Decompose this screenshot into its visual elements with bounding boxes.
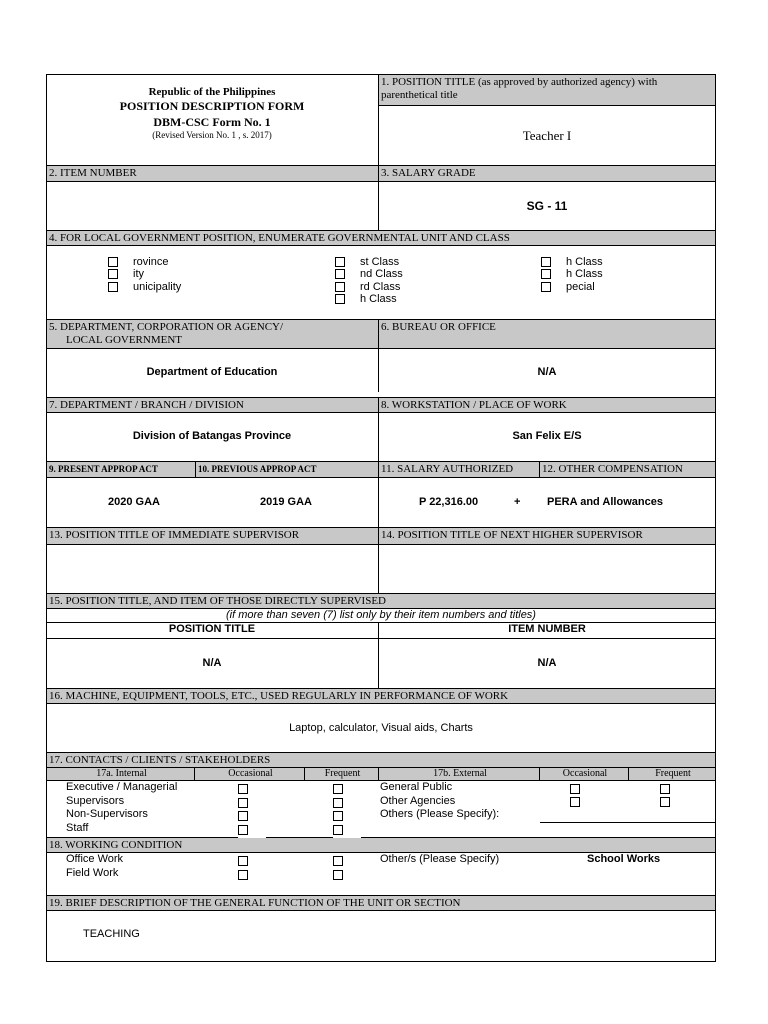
working-condition-label: 18. WORKING CONDITION [47,838,715,852]
general-public-occasional-checkbox[interactable] [570,784,580,794]
divider [378,319,379,392]
equipment-value[interactable]: Laptop, calculator, Visual aids, Charts [289,722,473,734]
divider [46,477,716,478]
city-checkbox[interactable] [108,269,118,279]
other-compensation-value[interactable]: PERA and Allowances [547,496,663,508]
divider [378,461,379,527]
salary-authorized-value[interactable]: P 22,316.00 [419,496,479,508]
internal-header: 17a. Internal [47,768,194,780]
divider [46,703,716,704]
special-class-checkbox[interactable] [541,282,551,292]
field-work-label: Field Work [66,867,119,879]
divider [46,412,716,413]
form-title: POSITION DESCRIPTION FORM [119,99,305,113]
office-work-label: Office Work [66,853,124,865]
divider [46,348,716,349]
others-specify-line[interactable] [540,822,715,823]
internal-frequent-header: Frequent [305,768,378,780]
office-work-occasional-checkbox[interactable] [238,856,248,866]
previous-approp-value[interactable]: 2019 GAA [260,496,312,508]
department-label-line1: 5. DEPARTMENT, CORPORATION OR AGENCY/ [49,321,284,333]
non-supervisors-occasional-checkbox[interactable] [238,811,248,821]
immediate-supervisor-value[interactable] [47,560,377,576]
special-class-label: pecial [566,281,595,293]
item-number-column: ITEM NUMBER [508,623,586,635]
supervised-item-value[interactable]: N/A [537,657,557,669]
item-number-value[interactable] [47,198,377,214]
divider [378,622,379,688]
field-work-frequent-checkbox[interactable] [333,870,343,880]
internal-supervisors-label: Supervisors [66,795,125,807]
divider [46,544,716,545]
revised-version: (Revised Version No. 1 , s. 2017) [152,130,272,140]
form-header [47,86,377,140]
municipality-checkbox[interactable] [108,282,118,292]
present-approp-value[interactable]: 2020 GAA [108,496,160,508]
province-label: rovince [133,256,169,268]
supervisors-occasional-checkbox[interactable] [238,798,248,808]
directly-supervised-note: (if more than seven (7) list only by their item numbers and titles) [226,609,536,621]
field-work-occasional-checkbox[interactable] [238,870,248,880]
province-checkbox[interactable] [108,257,118,267]
directly-supervised-label: 15. POSITION TITLE, AND ITEM OF THOSE DIRECTLY SUPERVISED [47,594,715,608]
workstation-label: 8. WORKSTATION / PLACE OF WORK [379,398,715,412]
department-label [47,320,378,348]
divider [46,910,716,911]
division-value[interactable]: Division of Batangas Province [132,430,292,442]
divider [378,397,379,461]
position-title-label-line1: 1. POSITION TITLE (as approved by authorized agency) with [381,76,658,88]
supervised-position-value[interactable]: N/A [202,657,222,669]
municipality-label: unicipality [133,281,182,293]
salary-authorized-label: 11. SALARY AUTHORIZED [379,462,539,477]
class-2-label: nd Class [360,268,403,280]
next-higher-supervisor-label: 14. POSITION TITLE OF NEXT HIGHER SUPERVISOR [379,528,715,544]
external-others-label: Others (Please Specify): [380,808,500,820]
executive-frequent-checkbox[interactable] [333,784,343,794]
external-other-agencies-label: Other Agencies [380,795,456,807]
salary-grade-label: 3. SALARY GRADE [379,166,715,181]
divider [46,245,716,246]
divider [304,767,305,780]
class-1-label: st Class [360,256,400,268]
other-agencies-occasional-checkbox[interactable] [570,797,580,807]
next-higher-supervisor-value[interactable] [379,560,715,576]
department-label-line2: LOCAL GOVERNMENT [66,334,182,346]
equipment-label: 16. MACHINE, EQUIPMENT, TOOLS, ETC., USED REGULARLY IN PERFORMANCE OF WORK [47,689,715,703]
divider [378,105,716,106]
bureau-label: 6. BUREAU OR OFFICE [379,320,715,348]
divider [539,767,540,780]
position-title-label [379,75,715,105]
executive-occasional-checkbox[interactable] [238,784,248,794]
divider [378,767,379,780]
class-1-checkbox[interactable] [335,257,345,267]
item-number-label: 2. ITEM NUMBER [47,166,378,181]
plus-sign: + [514,496,521,508]
local-gov-label: 4. FOR LOCAL GOVERNMENT POSITION, ENUMERATE GOVERNMENTAL UNIT AND CLASS [47,231,715,245]
general-public-frequent-checkbox[interactable] [660,784,670,794]
non-supervisors-frequent-checkbox[interactable] [333,811,343,821]
salary-grade-value[interactable]: SG - 11 [526,199,568,213]
class-4-checkbox[interactable] [335,294,345,304]
class-5-label: h Class [566,256,603,268]
divider [628,767,629,780]
division-label: 7. DEPARTMENT / BRANCH / DIVISION [47,398,378,412]
city-label: ity [133,268,144,280]
class-4-label: h Class [360,293,397,305]
position-title-column: POSITION TITLE [168,623,256,635]
staff-occasional-checkbox[interactable] [238,825,248,835]
department-value[interactable]: Department of Education [146,366,278,378]
republic-text: Republic of the Philippines [148,86,276,98]
other-agencies-frequent-checkbox[interactable] [660,797,670,807]
external-occasional-header: Occasional [540,768,628,780]
internal-executive-label: Executive / Managerial [66,781,178,793]
contacts-label: 17. CONTACTS / CLIENTS / STAKEHOLDERS [47,753,715,767]
class-6-checkbox[interactable] [541,269,551,279]
immediate-supervisor-label: 13. POSITION TITLE OF IMMEDIATE SUPERVISOR [47,528,378,544]
form-number: DBM-CSC Form No. 1 [153,115,271,129]
workstation-value[interactable]: San Felix E/S [512,430,582,442]
position-title-label-line2: parenthetical title [381,89,458,101]
previous-approp-label: 10. PREVIOUS APPROP ACT [196,462,378,477]
divider [46,638,716,639]
unit-function-value[interactable]: TEACHING [83,928,140,940]
divider [46,181,716,182]
unit-function-label: 19. BRIEF DESCRIPTION OF THE GENERAL FUNCTION OF THE UNIT OR SECTION [47,896,715,910]
divider [539,461,540,477]
divider [194,767,195,780]
bureau-value[interactable]: N/A [537,366,557,378]
office-work-frequent-checkbox[interactable] [333,856,343,866]
staff-frequent-checkbox[interactable] [333,825,343,835]
class-3-checkbox[interactable] [335,282,345,292]
internal-staff-label: Staff [66,822,89,834]
divider [195,461,196,477]
class-6-label: h Class [566,268,603,280]
external-frequent-header: Frequent [629,768,715,780]
class-3-label: rd Class [360,281,401,293]
present-approp-label: 9. PRESENT APPROP ACT [47,462,195,477]
other-working-condition-label: Other/s (Please Specify) [380,853,500,865]
supervisors-frequent-checkbox[interactable] [333,798,343,808]
external-header: 17b. External [379,768,539,780]
internal-non-supervisors-label: Non-Supervisors [66,808,148,820]
class-5-checkbox[interactable] [541,257,551,267]
other-compensation-label: 12. OTHER COMPENSATION [540,462,715,477]
class-2-checkbox[interactable] [335,269,345,279]
external-general-public-label: General Public [380,781,453,793]
internal-occasional-header: Occasional [195,768,304,780]
other-working-condition-value[interactable]: School Works [587,853,661,865]
position-title-value[interactable]: Teacher I [522,128,572,143]
